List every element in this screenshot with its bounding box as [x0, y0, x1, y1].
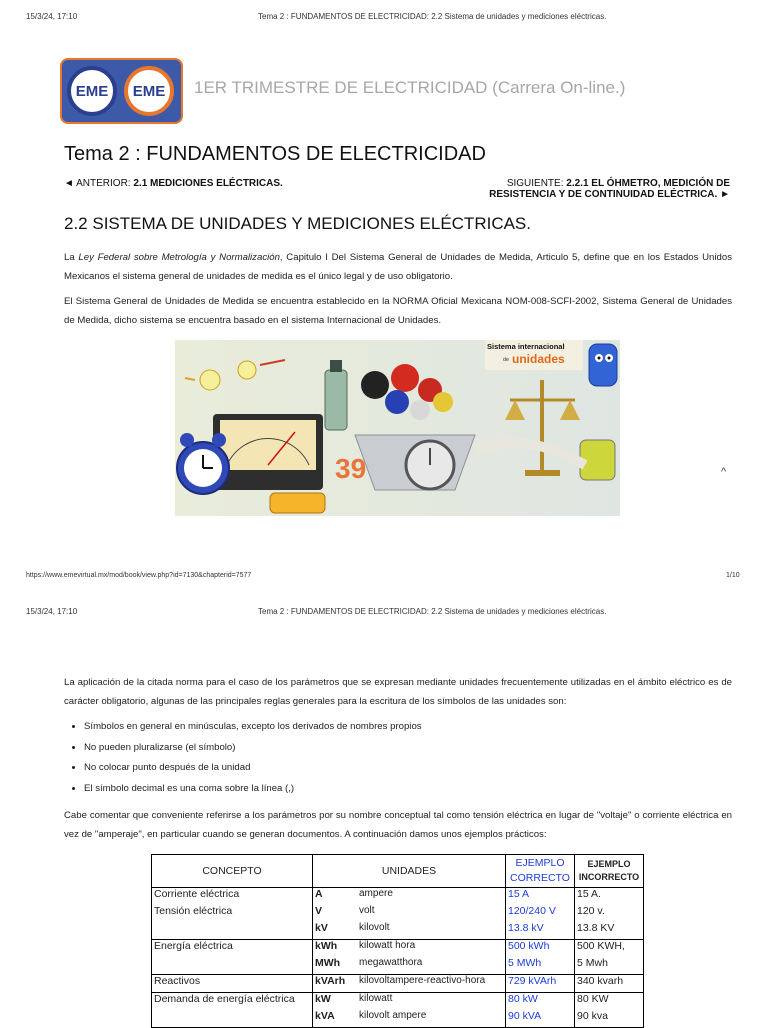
cell-concepto — [152, 957, 313, 975]
header-unidades: UNIDADES — [313, 855, 506, 888]
cell-correct: 15 A — [506, 888, 575, 906]
print-url: https://www.emevirtual.mx/mod/book/view.php?id=7130&chapterid=7577 — [26, 572, 252, 579]
cell-unit-name: kilowatt hora — [357, 940, 506, 958]
cell-incorrect: 5 Mwh — [575, 957, 644, 975]
cell-symbol: kWh — [313, 940, 358, 958]
prev-chapter-link[interactable] — [64, 178, 283, 189]
hero-number: 39 — [335, 453, 367, 484]
cell-symbol: MWh — [313, 957, 358, 975]
cell-unit-name: volt — [357, 905, 506, 922]
cell-correct: 500 kWh — [506, 940, 575, 958]
list-item: • Símbolos en general en minúsculas, excepto los derivados de nombres propios — [84, 717, 422, 738]
cell-correct: 80 kW — [506, 993, 575, 1011]
print-datetime-2: 15/3/24, 17:10 — [26, 607, 78, 616]
prev-link-label: 2.1 MEDICIONES ELÉCTRICAS. — [133, 178, 283, 189]
cell-concepto: Energía eléctrica — [152, 940, 313, 958]
cell-concepto: Corriente eléctrica — [152, 888, 313, 906]
table-row — [152, 957, 644, 975]
cell-correct: 120/240 V — [506, 905, 575, 922]
cell-concepto — [152, 1010, 313, 1028]
site-logo[interactable] — [60, 58, 183, 124]
cell-concepto: Demanda de energía eléctrica — [152, 993, 313, 1011]
next-link-line2: RESISTENCIA Y DE CONTINUIDAD ELÉCTRICA. ► — [489, 189, 730, 200]
alarm-clock-icon — [177, 433, 229, 494]
list-item: • El símbolo decimal es una coma sobre la línea (,) — [84, 779, 422, 800]
battery-icon — [270, 493, 325, 513]
section-title: 2.2 SISTEMA DE UNIDADES Y MEDICIONES ELÉCTRICAS. — [64, 214, 531, 233]
rules-list — [66, 717, 422, 799]
ammeter-icon — [213, 414, 323, 490]
header-incorrecto-line1: EJEMPLO — [587, 859, 631, 869]
list-item: • No colocar punto después de la unidad — [84, 758, 422, 779]
table-row — [152, 922, 644, 940]
prev-prefix: ◄ ANTERIOR: — [64, 178, 134, 189]
logo-badge-left: EME — [67, 66, 117, 116]
cell-symbol: kV — [313, 922, 358, 940]
mascot-icon — [589, 344, 617, 386]
cell-correct: 90 kVA — [506, 1010, 575, 1028]
cell-concepto — [152, 922, 313, 940]
next-link-line1: 2.2.1 EL ÓHMETRO, MEDICIÓN DE — [566, 178, 730, 189]
units-table — [151, 854, 644, 1028]
back-to-top-button[interactable]: ^ — [721, 466, 727, 478]
logo-badge-right: EME — [124, 66, 174, 116]
cell-correct: 729 kVArh — [506, 975, 575, 993]
paragraph-1 — [64, 248, 732, 286]
cell-incorrect: 120 v. — [575, 905, 644, 922]
cell-incorrect: 13.8 KV — [575, 922, 644, 940]
cell-unit-name: kilovoltampere-reactivo-hora — [357, 975, 506, 993]
print-doc-title-2: Tema 2 : FUNDAMENTOS DE ELECTRICIDAD: 2.2 Sistema de unidades y mediciones eléctricas. — [258, 607, 607, 616]
hero-label-de: de — [503, 357, 510, 363]
next-prefix: SIGUIENTE: — [506, 178, 567, 189]
cell-symbol: A — [313, 888, 358, 906]
table-row — [152, 975, 644, 993]
table-row — [152, 940, 644, 958]
cell-symbol: kVArh — [313, 975, 358, 993]
print-doc-title: Tema 2 : FUNDAMENTOS DE ELECTRICIDAD: 2.2 Sistema de unidades y mediciones eléctricas. — [258, 12, 607, 21]
page-title: Tema 2 : FUNDAMENTOS DE ELECTRICIDAD — [64, 143, 486, 165]
next-chapter-link[interactable] — [450, 178, 730, 200]
table-row — [152, 1010, 644, 1028]
site-title[interactable]: 1ER TRIMESTRE DE ELECTRICIDAD (Carrera On-line.) — [194, 78, 626, 97]
stopwatch-icon — [406, 441, 454, 489]
hero-label-line2: unidades — [512, 352, 565, 366]
print-page-number: 1/10 — [726, 572, 740, 579]
header-correcto-line1: EJEMPLO — [515, 857, 565, 869]
cell-incorrect: 80 KW — [575, 993, 644, 1011]
cell-concepto: Tensión eléctrica — [152, 905, 313, 922]
table-row — [152, 888, 644, 906]
cell-correct: 5 MWh — [506, 957, 575, 975]
cell-concepto: Reactivos — [152, 975, 313, 993]
cell-symbol: kW — [313, 993, 358, 1011]
cell-unit-name: megawatthora — [357, 957, 506, 975]
cell-unit-name: ampere — [357, 888, 506, 906]
hero-label-line1: Sistema internacional — [487, 342, 565, 351]
p1-pre: La — [64, 252, 79, 263]
cell-incorrect: 15 A. — [575, 888, 644, 906]
table-row — [152, 905, 644, 922]
cell-correct: 13.8 kV — [506, 922, 575, 940]
header-incorrecto-line2: INCORRECTO — [578, 872, 640, 882]
table-header-row — [152, 855, 644, 888]
illustration-svg — [175, 340, 620, 516]
p1-post: , Capitulo I Del Sistema General de Unidades de Medida, Articulo 5, define que en los Estados Unidos Mexicanos el sistema general de unidades de medida es el único legal y de uso obligatorio. — [64, 252, 732, 282]
bottle-icon — [325, 360, 347, 430]
paragraph-4: Cabe comentar que conveniente referirse a los parámetros por su nombre conceptual tal como tensión eléctrica en lugar de "voltaje" o corriente eléctrica en vez de "amperaje", en particular cuando se generan documentos. A continuación damos unos ejemplos prácticos: — [64, 810, 732, 840]
cell-symbol: V — [313, 905, 358, 922]
units-illustration — [175, 340, 620, 516]
paragraph-2: El Sistema General de Unidades de Medida se encuentra establecido en la NORMA Oficial Mexicana NOM-008-SCFI-2002, Sistema General de Unidades de Medida, dicho sistema se encuentra basado en el sistema Internacional de Unidades. — [64, 296, 732, 326]
cell-symbol: kVA — [313, 1010, 358, 1028]
cell-incorrect: 340 kvarh — [575, 975, 644, 993]
print-datetime: 15/3/24, 17:10 — [26, 12, 78, 21]
header-concepto: CONCEPTO — [152, 855, 313, 888]
table-row — [152, 993, 644, 1011]
cell-incorrect: 90 kva — [575, 1010, 644, 1028]
cell-unit-name: kilovolt — [357, 922, 506, 940]
cell-incorrect: 500 KWH, — [575, 940, 644, 958]
header-incorrecto — [575, 855, 644, 888]
header-correcto-line2: CORRECTO — [510, 872, 570, 884]
p1-law-name: Ley Federal sobre Metrología y Normalización — [78, 252, 280, 263]
cell-unit-name: kilovolt ampere — [357, 1010, 506, 1028]
cell-unit-name: kilowatt — [357, 993, 506, 1011]
list-item: • No pueden pluralizarse (el símbolo) — [84, 738, 422, 759]
header-correcto — [506, 855, 575, 888]
paragraph-3: La aplicación de la citada norma para el caso de los parámetros que se expresan mediante unidades frecuentemente utilizadas en el ámbito eléctrico es de carácter obligatorio, algunas de las principales reglas generales para la escritura de los símbolos de las unidades son: — [64, 677, 732, 707]
